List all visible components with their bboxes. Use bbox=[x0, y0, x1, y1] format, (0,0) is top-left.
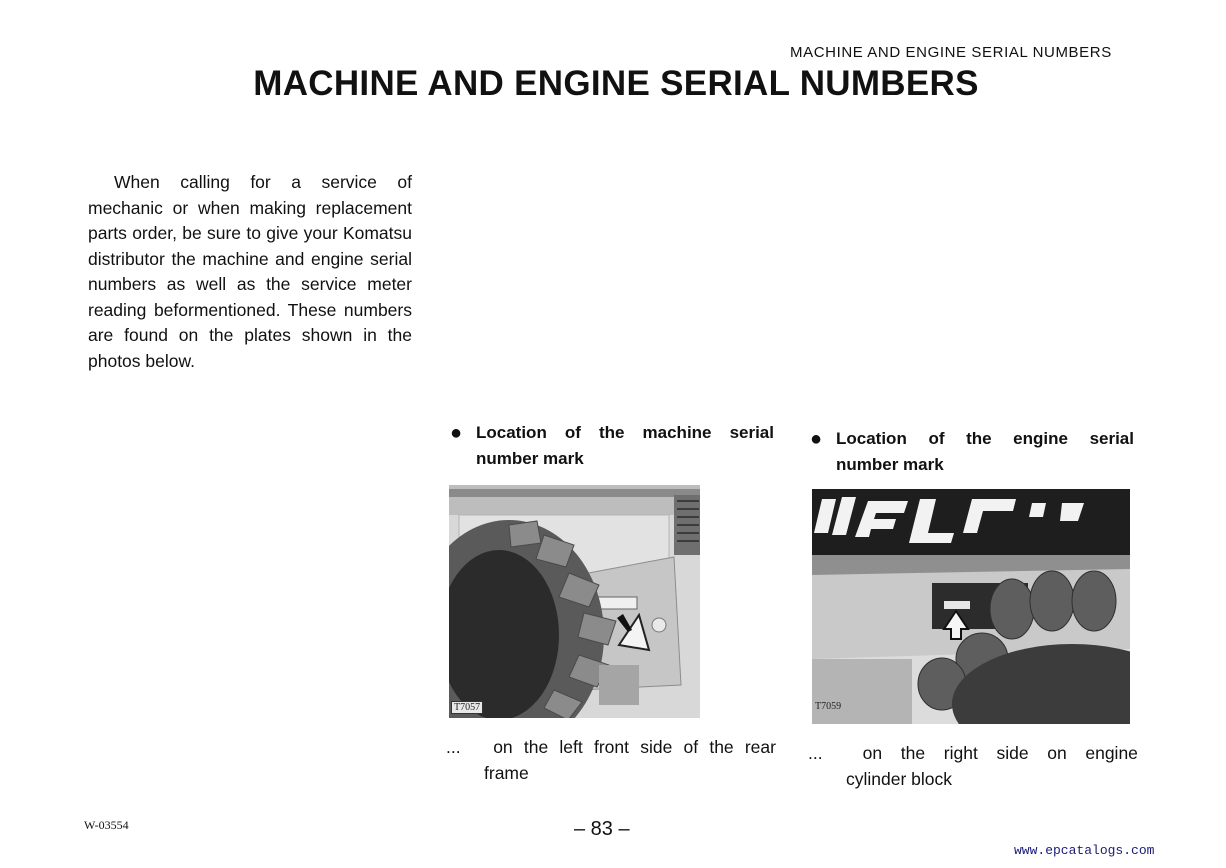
caption-line2: frame bbox=[484, 763, 529, 783]
heading-word: serial bbox=[1089, 429, 1134, 448]
running-head: MACHINE AND ENGINE SERIAL NUMBERS bbox=[790, 44, 1112, 61]
engine-serial-heading bbox=[810, 426, 1134, 478]
heading-word: machine bbox=[642, 423, 712, 442]
page-number: – 83 – bbox=[574, 818, 630, 840]
page-title: MACHINE AND ENGINE SERIAL NUMBERS bbox=[253, 64, 979, 103]
heading-word: of bbox=[928, 429, 945, 448]
caption-word: the bbox=[709, 737, 734, 757]
engine-serial-photo bbox=[812, 489, 1130, 724]
watermark: www.epcatalogs.com bbox=[1014, 843, 1155, 858]
heading-word: Location bbox=[476, 423, 547, 442]
photo-code: T7059 bbox=[815, 701, 842, 712]
machine-serial-heading bbox=[450, 420, 774, 472]
caption-word: engine bbox=[1085, 743, 1138, 763]
engine-serial-heading-line2: number mark bbox=[836, 455, 944, 474]
photo-code: T7057 bbox=[451, 701, 483, 714]
caption-word: on bbox=[493, 737, 513, 757]
engine-block-illustration bbox=[812, 489, 1130, 724]
machine-serial-caption bbox=[446, 734, 776, 786]
caption-word: right bbox=[943, 743, 978, 763]
caption-dots: ... bbox=[808, 743, 823, 763]
caption-word: on bbox=[862, 743, 883, 763]
machine-serial-photo bbox=[449, 485, 700, 718]
bullet-icon: ● bbox=[450, 422, 463, 444]
heading-word: serial bbox=[729, 423, 774, 442]
heading-word: Location bbox=[836, 429, 907, 448]
bullet-icon: ● bbox=[810, 428, 823, 450]
intro-paragraph bbox=[88, 170, 412, 374]
caption-word: left bbox=[559, 737, 583, 757]
intro-text: When calling for a service of mechanic or when making replacement parts order, be sure to give your Komatsu distributor the machine and engine serial numbers as well as the service meter reading beformentioned. These numbers are found on the plates shown in the photos below. bbox=[88, 172, 412, 371]
caption-word: on bbox=[1047, 743, 1067, 763]
heading-word: the bbox=[966, 429, 992, 448]
caption-dots: ... bbox=[446, 737, 461, 757]
document-code: W-03554 bbox=[84, 818, 129, 832]
heading-word: engine bbox=[1013, 429, 1068, 448]
engine-serial-caption bbox=[808, 740, 1138, 792]
caption-line1 bbox=[446, 734, 776, 760]
heading-word: of bbox=[564, 423, 581, 442]
caption-word: of bbox=[683, 737, 699, 757]
machine-frame-illustration bbox=[449, 485, 700, 718]
machine-serial-heading-line1 bbox=[476, 420, 774, 446]
caption-line2: cylinder block bbox=[846, 769, 953, 789]
caption-word: the bbox=[900, 743, 926, 763]
caption-word: the bbox=[523, 737, 549, 757]
engine-serial-heading-line1 bbox=[836, 426, 1134, 452]
heading-word: the bbox=[598, 423, 625, 442]
caption-line1 bbox=[808, 740, 1138, 766]
caption-word: rear bbox=[744, 737, 776, 757]
machine-serial-heading-line2: number mark bbox=[476, 449, 584, 468]
caption-word: front bbox=[593, 737, 629, 757]
caption-word: side bbox=[996, 743, 1029, 763]
caption-word: side bbox=[640, 737, 673, 757]
